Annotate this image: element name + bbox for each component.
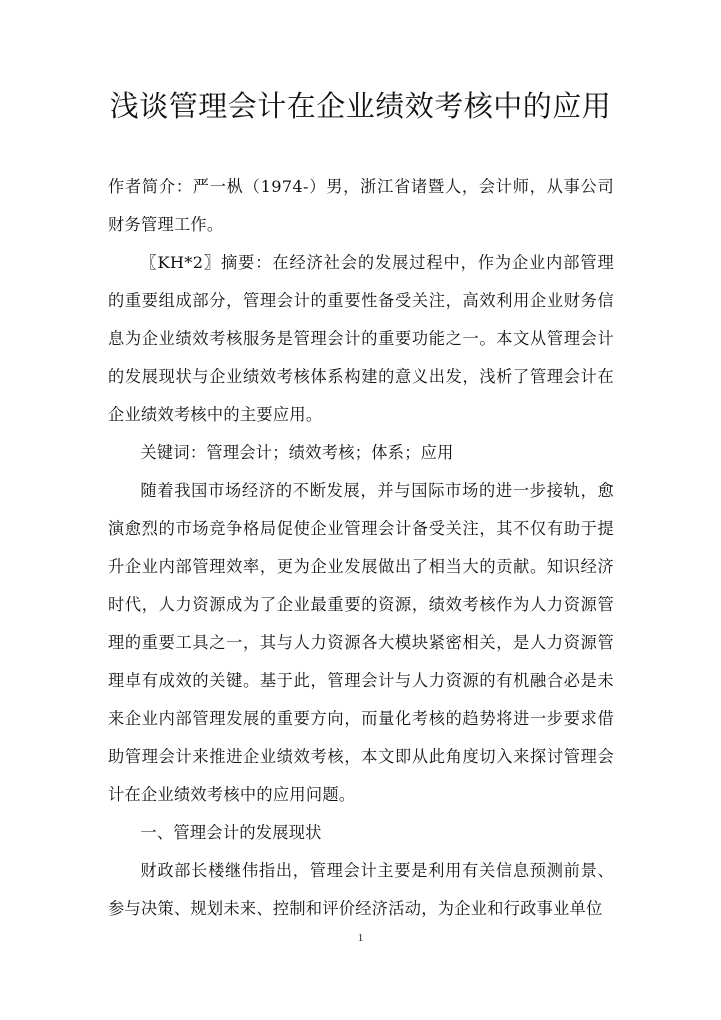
document-body [108,168,614,928]
section-heading: 一、管理会计的发展现状 [140,823,322,842]
document-title: 浅谈管理会计在企业绩效考核中的应用 [109,89,612,123]
author-intro-paragraph: 作者简介：严一枞（1974-）男，浙江省诸暨人，会计师，从事公司财务管理工作。 [108,177,614,234]
abstract-paragraph: 〖KH*2〗摘要：在经济社会的发展过程中，作为企业内部管理的重要组成部分，管理会计的重要性备受关注，高效利用企业财务信息为企业绩效考核服务是管理会计的重要功能之一。本文从管理会计的发展现状与企业绩效考核体系构建的意义出发，浅析了管理会计在企业绩效考核中的主要应用。 [108,253,614,424]
keywords-paragraph: 关键词：管理会计；绩效考核；体系；应用 [140,443,454,462]
introduction-paragraph: 随着我国市场经济的不断发展，并与国际市场的进一步接轨，愈演愈烈的市场竞争格局促使企业管理会计备受关注，其不仅有助于提升企业内部管理效率，更为企业发展做出了相当大的贡献。知识经济时代，人力资源成为了企业最重要的资源，绩效考核作为人力资源管理的重要工具之一，其与人力资源各大模块紧密相关，是人力资源管理卓有成效的关键。基于此，管理会计与人力资源的有机融合必是未来企业内部管理发展的重要方向，而量化考核的趋势将进一步要求借助管理会计来推进企业绩效考核，本文即从此角度切入来探讨管理会计在企业绩效考核中的应用问题。 [108,481,614,804]
body-paragraph: 财政部长楼继伟指出，管理会计主要是利用有关信息预测前景、参与决策、规划未来、控制和评价经济活动，为企业和行政事业单位 [108,861,614,918]
page-number: 1 [357,932,364,944]
